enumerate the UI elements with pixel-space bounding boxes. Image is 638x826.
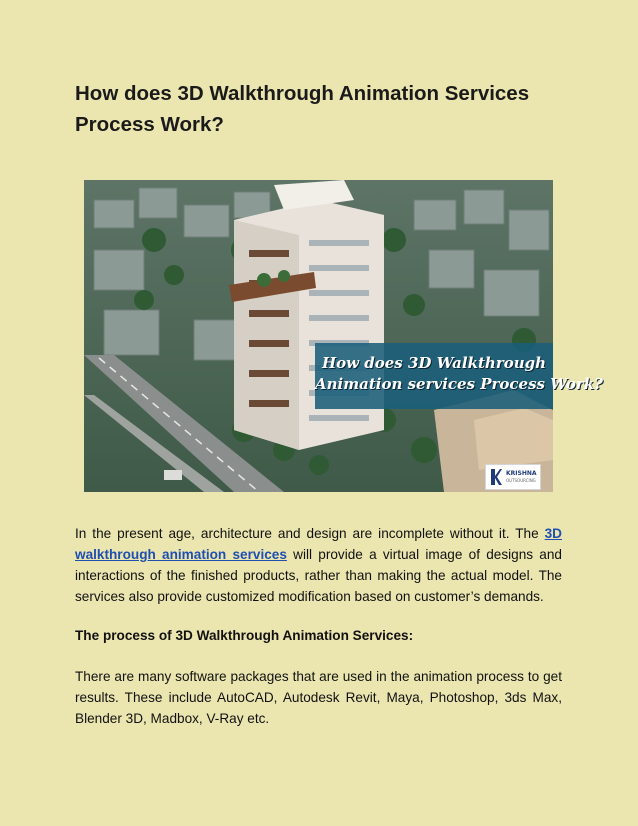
software-paragraph: There are many software packages that are used in the animation process to get results. These include AutoCAD, Autodesk Revit, Maya, Photoshop, 3ds Max, Blender 3D, Madbox, V-Ray etc.: [75, 669, 562, 726]
intro-paragraph: [75, 523, 562, 607]
intro-text-before: In the present age, architecture and design are incomplete without it. The: [75, 526, 545, 541]
logo-name: KRISHNA: [506, 470, 537, 477]
banner-line-2: Animation services Process Work?: [315, 375, 603, 393]
walkthrough-services-link[interactable]: 3D walkthrough animation services: [75, 526, 562, 562]
article-title: How does 3D Walkthrough Animation Services Process Work?: [75, 82, 530, 136]
krishna-logo-icon: [489, 468, 503, 486]
aerial-city-render: [84, 180, 603, 492]
process-heading: The process of 3D Walkthrough Animation Services:: [75, 628, 414, 643]
banner-line-1: How does 3D Walkthrough: [321, 354, 547, 372]
company-logo: [485, 464, 541, 490]
intro-text-after: will provide a virtual image of designs and interactions of the finished products, rather than making the actual model. The services also provide customized modification based on customer’s demands.: [75, 547, 562, 604]
hero-image: [84, 180, 603, 492]
image-banner: [315, 343, 603, 409]
logo-sub: OUTSOURCING: [506, 478, 536, 483]
